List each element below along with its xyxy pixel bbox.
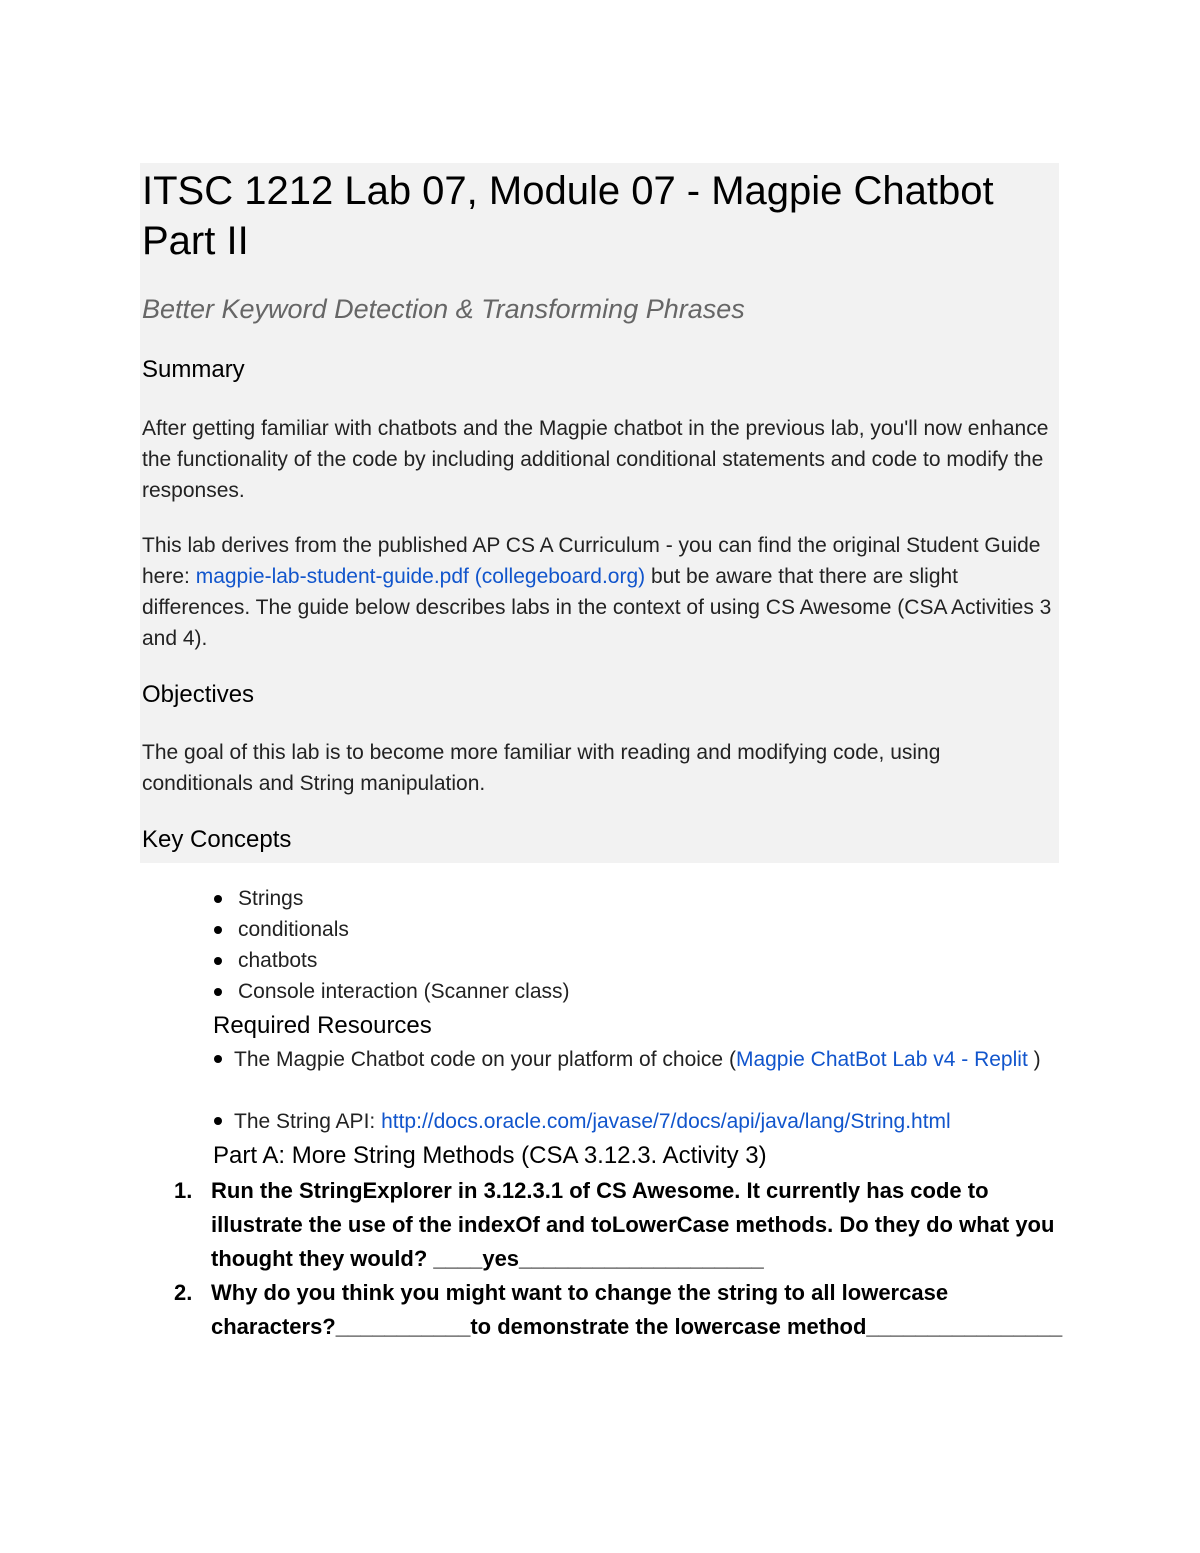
source-text-after: but be aware that there are slight differences. The guide below describes labs in the context of using CS Awesome (CSA Activities 3 and 4). (142, 565, 1052, 650)
bullet-icon (214, 1055, 222, 1063)
question-item (174, 1276, 1064, 1344)
objectives-heading: Objectives (142, 681, 255, 708)
bullet-icon (214, 988, 222, 996)
summary-heading: Summary (142, 356, 245, 383)
list-item (214, 883, 570, 914)
source-paragraph (142, 530, 1057, 654)
bullet-icon (214, 1117, 222, 1125)
magpie-replit-link[interactable]: Magpie ChatBot Lab v4 - Replit (735, 1048, 1028, 1071)
question-text: Run the StringExplorer in 3.12.3.1 of CS Awesome. It currently has code to illustrate the use of the indexOf and toLowerCase methods. Do they do what you thought they would? ____yes____________________ (211, 1178, 1055, 1271)
list-item (214, 945, 570, 976)
summary-paragraph: After getting familiar with chatbots and the Magpie chatbot in the previous lab, you'll now enhance the functionality of the code by including additional conditional statements and code to modify the responses. (142, 417, 1049, 502)
objectives-paragraph: The goal of this lab is to become more familiar with reading and modifying code, using conditionals and String manipulation. (142, 741, 941, 795)
page-subtitle: Better Keyword Detection & Transforming Phrases (142, 294, 745, 324)
concept-label: Strings (238, 887, 304, 910)
bullet-icon (214, 926, 222, 934)
question-list (174, 1174, 1064, 1344)
question-number: 2. (174, 1280, 193, 1305)
string-api-link[interactable]: http://docs.oracle.com/javase/7/docs/api/java/lang/String.html (381, 1110, 951, 1133)
resource-text-before: The String API: (234, 1110, 382, 1133)
student-guide-link[interactable]: magpie-lab-student-guide.pdf (collegeboard.org) (195, 565, 646, 588)
question-item (174, 1174, 1064, 1276)
list-item (214, 914, 570, 945)
key-concepts-heading: Key Concepts (142, 826, 292, 853)
resource-text-before: The Magpie Chatbot code on your platform of choice ( (234, 1048, 736, 1071)
question-number: 1. (174, 1178, 193, 1203)
concept-label: chatbots (238, 949, 318, 972)
resource-item-magpie (214, 1044, 1059, 1075)
list-item (214, 976, 570, 1007)
page-title: ITSC 1212 Lab 07, Module 07 - Magpie Chatbot Part II (142, 169, 994, 263)
part-a-heading: Part A: More String Methods (CSA 3.12.3. Activity 3) (213, 1142, 767, 1169)
required-resources-heading: Required Resources (213, 1012, 432, 1039)
source-text-before: This lab derives from the published AP CS A Curriculum - you can find the original Student Guide here: (142, 534, 1041, 588)
concept-label: Console interaction (Scanner class) (238, 980, 570, 1003)
bullet-icon (214, 957, 222, 965)
concept-label: conditionals (238, 918, 349, 941)
key-concepts-list (214, 883, 570, 1007)
question-text: Why do you think you might want to change the string to all lowercase characters?___________to demonstrate the lowercase method________________ (211, 1280, 1063, 1339)
resource-item-string-api (214, 1106, 1059, 1137)
resource-text-after: ) (1027, 1048, 1041, 1071)
bullet-icon (214, 895, 222, 903)
